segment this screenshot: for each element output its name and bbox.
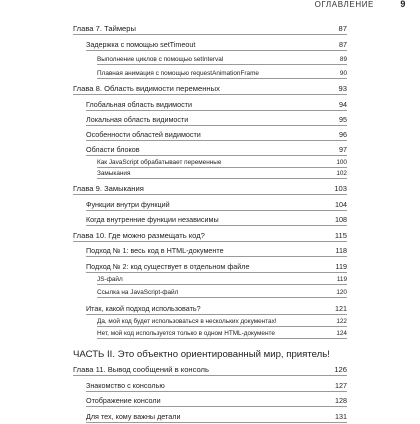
toc-section-entry xyxy=(0,246,420,258)
toc-entry-page: 90 xyxy=(339,70,347,77)
toc-entry-page: 115 xyxy=(334,231,347,240)
toc-entry-title: Выполнение циклов с помощью setInterval xyxy=(97,56,224,63)
toc-entry-title: Задержка с помощью setTimeout xyxy=(86,40,196,49)
toc-entry-underline xyxy=(86,225,347,226)
toc-subsection-entry xyxy=(0,317,420,329)
toc-entry-page: 127 xyxy=(335,381,347,390)
toc-entry-underline xyxy=(73,34,347,35)
toc-entry-underline xyxy=(86,272,347,273)
toc-entry-title: JS-файл xyxy=(97,276,123,283)
toc-entry-title: Глобальная область видимости xyxy=(86,100,192,109)
toc-entry-title: Локальная область видимости xyxy=(86,115,189,124)
toc-entry-page: 126 xyxy=(334,365,347,374)
toc-entry-underline xyxy=(86,125,347,126)
toc-section-entry xyxy=(0,215,420,227)
toc-entry-underline xyxy=(73,241,347,242)
toc-section-entry xyxy=(0,396,420,408)
toc-entry-title: Ссылка на JavaScript-файл xyxy=(97,289,179,296)
toc-subsection-entry xyxy=(0,55,420,67)
toc-entry-underline xyxy=(86,406,347,407)
toc-section-entry xyxy=(0,40,420,52)
toc-chapter-entry xyxy=(0,24,420,36)
toc-entry-underline xyxy=(86,391,347,392)
toc-section-entry xyxy=(0,100,420,112)
toc-entry-page: 95 xyxy=(339,115,347,124)
toc-section-entry xyxy=(0,130,420,142)
toc-section-entry xyxy=(0,200,420,212)
toc-entry-title: Знакомство с консолью xyxy=(86,381,165,390)
toc-chapter-entry xyxy=(0,84,420,96)
toc-entry-title: Плавная анимация с помощью requestAnimationFrame xyxy=(97,70,259,77)
toc-entry-page: 100 xyxy=(336,159,347,166)
toc-subsection-entry xyxy=(0,69,420,81)
toc-entry-underline xyxy=(86,110,347,111)
toc-entry-title: Когда внутренние функции независимы xyxy=(86,215,219,224)
toc-entry-page: 128 xyxy=(335,396,347,405)
toc-entry-page: 121 xyxy=(335,304,347,313)
toc-entry-title: Подход № 2: код существует в отдельном файле xyxy=(86,262,250,271)
toc-entry-page: 131 xyxy=(335,412,347,421)
toc-entry-page: 96 xyxy=(339,130,347,139)
toc-entry-title: Да, мой код будет использоваться в нескольких документах! xyxy=(97,318,277,325)
toc-entry-page: 119 xyxy=(336,276,347,283)
toc-entry-title: Глава 9. Замыкания xyxy=(73,184,144,193)
toc-entry-page: 97 xyxy=(339,145,347,154)
toc-subsection-entry xyxy=(0,329,420,341)
toc-entry-underline xyxy=(86,50,347,51)
toc-entry-title: Глава 10. Где можно размещать код? xyxy=(73,231,205,240)
toc-entry-page: 122 xyxy=(336,318,347,325)
toc-entry-title: Для тех, кому важны детали xyxy=(86,412,181,421)
toc-entry-title: Функции внутри функций xyxy=(86,200,170,209)
toc-entry-underline xyxy=(86,140,347,141)
toc-entry-underline xyxy=(86,155,347,156)
toc-section-entry xyxy=(0,115,420,127)
toc-chapter-entry xyxy=(0,184,420,196)
toc-entry-underline xyxy=(73,94,347,95)
toc-entry-underline xyxy=(97,284,347,285)
toc-subsection-entry xyxy=(0,288,420,300)
running-header-title: ОГЛАВЛЕНИЕ xyxy=(314,0,374,9)
toc-section-entry xyxy=(0,145,420,157)
toc-entry-underline xyxy=(86,422,347,423)
toc-entry-underline xyxy=(97,78,347,79)
toc-entry-underline xyxy=(97,64,347,65)
toc-section-entry xyxy=(0,262,420,274)
running-header xyxy=(0,0,420,14)
toc-entry-underline xyxy=(97,297,347,298)
toc-entry-page: 119 xyxy=(335,262,347,271)
toc-entry-title: Глава 8. Область видимости переменных xyxy=(73,84,220,93)
toc-entry-title: Подход № 1: весь код в HTML-документе xyxy=(86,246,224,255)
toc-entry-title: Замыкания xyxy=(97,170,131,177)
toc-entry-underline xyxy=(97,178,347,179)
toc-entry-title: Отображение консоли xyxy=(86,396,161,405)
toc-entry-underline xyxy=(86,314,347,315)
toc-entry-title: Области блоков xyxy=(86,145,140,154)
toc-chapter-entry xyxy=(0,365,420,377)
toc-entry-underline xyxy=(97,326,347,327)
toc-entry-underline xyxy=(97,338,347,339)
toc-subsection-entry xyxy=(0,275,420,287)
toc-entry-title: Глава 7. Таймеры xyxy=(73,24,136,33)
toc-entry-page: 120 xyxy=(336,289,347,296)
toc-entry-page: 104 xyxy=(335,200,347,209)
toc-entry-page: 103 xyxy=(334,184,347,193)
toc-entry-page: 124 xyxy=(336,330,347,337)
toc-chapter-entry xyxy=(0,231,420,243)
toc-entry-title: Глава 11. Вывод сообщений в консоль xyxy=(73,365,209,374)
toc-entry-page: 89 xyxy=(339,56,347,63)
toc-section-entry xyxy=(0,304,420,316)
toc-entry-underline xyxy=(73,375,347,376)
toc-entry-title: Как JavaScript обрабатывает переменные xyxy=(97,159,222,166)
toc-entry-page: 108 xyxy=(335,215,347,224)
toc-entry-underline xyxy=(73,194,347,195)
page-number: 9 xyxy=(400,0,406,9)
toc-entry-title: Особенности областей видимости xyxy=(86,130,201,139)
toc-entry-page: 93 xyxy=(338,84,347,93)
toc-section-entry xyxy=(0,381,420,393)
part-heading: ЧАСТЬ II. Это объектно ориентированный мир, приятель! xyxy=(73,349,330,360)
toc-entry-page: 87 xyxy=(338,24,347,33)
toc-entry-title: Нет, мой код используется только в одном HTML-документе xyxy=(97,330,275,337)
toc-entry-underline xyxy=(86,256,347,257)
toc-entry-page: 87 xyxy=(339,40,347,49)
toc-entry-page: 118 xyxy=(335,246,347,255)
toc-entry-underline xyxy=(97,167,347,168)
toc-entry-page: 102 xyxy=(336,170,347,177)
toc-section-entry xyxy=(0,412,420,424)
toc-subsection-entry xyxy=(0,169,420,181)
toc-entry-page: 94 xyxy=(339,100,347,109)
toc-entry-title: Итак, какой подход использовать? xyxy=(86,304,201,313)
toc-entry-underline xyxy=(86,210,347,211)
